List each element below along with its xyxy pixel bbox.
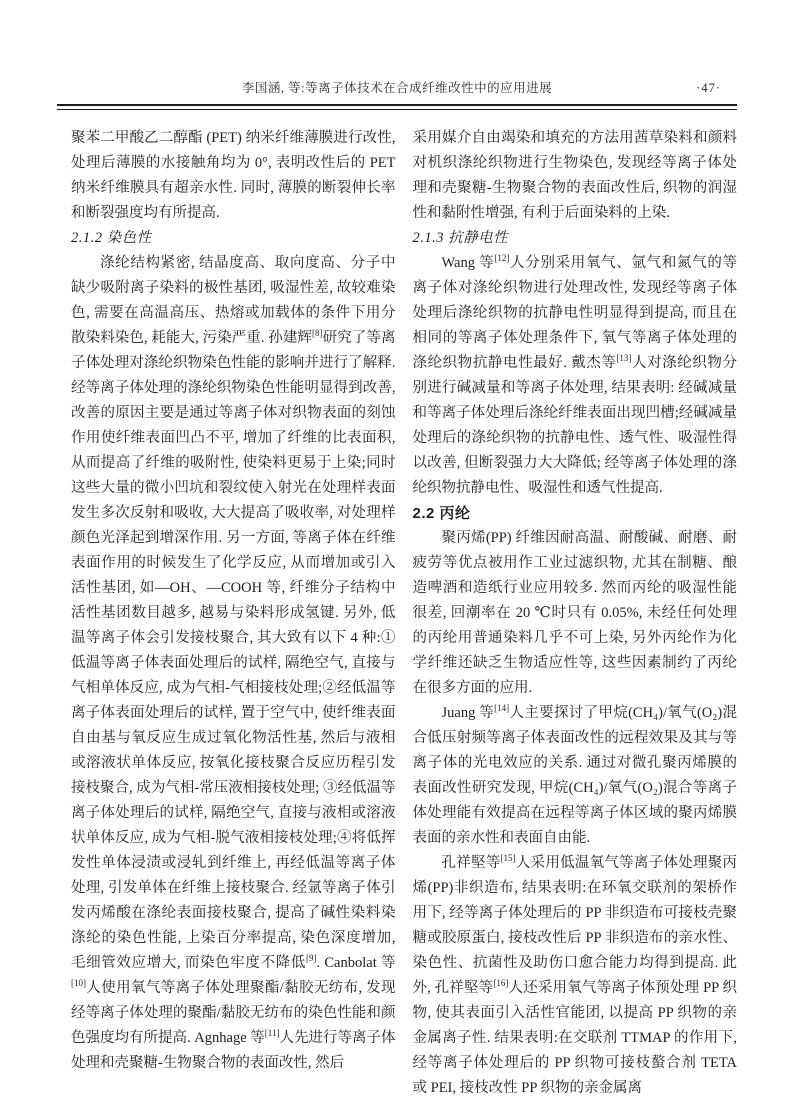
text-run: . Canbolat 等 [316,955,396,971]
paragraph [413,701,738,851]
citation-ref: [13] [616,353,632,364]
citation-ref: [12] [494,253,510,264]
paragraph [71,126,396,226]
paragraph [413,126,738,226]
right-column [413,126,738,1096]
left-column [71,126,396,1096]
text-run: 人还采用氧气等离子体预处理 PP 织物, 使其表面引入活性官能团, 以提高 PP 织物的亲金属离子性. 结果表明:在交联剂 TTMAP 的作用下, 经等离子体处理后的 PP 织物可接枝螯合剂 TETA 或 PEI, 接枝改性 PP 织物的亲金属离 [412,980,738,1096]
text-run: 聚苯二甲酸乙二醇酯 (PET) 纳米纤维薄膜进行改性, 处理后薄膜的水接触角均为 0°, 表明改性后的 PET 纳米纤维膜具有超亲水性. 同时, 薄膜的断裂伸长率和断裂强度均有所提高. [71,130,396,221]
paragraph [413,526,738,701]
heading-sub [71,226,396,251]
text-run: 人主要探讨了甲烷(CH₄)/氧气(O₂)混合低压射频等离子体表面改性的远程效果及其与等离子体的光电效应的关系. 通过对微孔聚丙烯膜的表面改性研究发现, 甲烷(CH₄)/氧气(O₂)混合等离子体处理能有效提高在远程等离子体区域的聚丙烯膜表面的亲水性和表面自由能. [412,705,737,846]
text-run: 人采用低温氧气等离子体处理聚丙烯(PP)非织造布, 结果表明:在环氧交联剂的架桥作用下, 经等离子体处理后的 PP 非织造布可接枝壳聚糖或胶原蛋白, 接枝改性后 PP 非织造布的亲水性、染色性、抗菌性及助伤口愈合能力均得到提高. 此外, 孔祥堅等 [412,855,738,996]
citation-ref: [16] [493,978,509,989]
text-run: 人分别采用氧气、氩气和氮气的等离子体对涤纶织物进行处理改性, 发现经等离子体处理后涤纶织物的抗静电性明显得到提高, 而且在相同的等离子体处理条件下, 氧气等离子体处理的涤纶织物抗静电性最好. 戴杰等 [412,255,738,371]
citation-ref: [9] [306,953,317,964]
citation-ref: [10] [71,978,86,989]
heading-main [413,501,738,526]
text-run: 采用媒介自由竭染和填充的方法用茜草染料和颜料对机织涤纶织物进行生物染色, 发现经等离子体处理和壳聚糖-生物聚合物的表面改性后, 织物的润湿性和黏附性增强, 有利于后面染料的上染. [412,130,737,221]
citation-ref: [11] [264,1028,280,1039]
text-run: 2.1.3 抗静电性 [412,230,509,246]
page-header [57,78,737,98]
heading-sub [413,226,738,251]
text-run: 2.1.2 染色性 [71,230,152,246]
text-run: 2.2 丙纶 [412,505,471,522]
citation-ref: [14] [494,703,510,714]
text-run: 聚丙烯(PP) 纤维因耐高温、耐酸碱、耐磨、耐疲劳等优点被用作工业过滤织物, 尤其在制糖、酿造啤酒和造纸行业应用较多. 然而丙纶的吸湿性能很差, 回潮率在 20 ℃时只有 0.05%, 未经任何处理的丙纶用普通染料几乎不可上染, 另外丙纶作为化学纤维还缺乏生物适应性等, 这些因素制约了丙纶在很多方面的应用. [412,530,737,696]
running-title: 李国涵, 等:等离子体技术在合成纤维改性中的应用进展 [241,81,553,95]
paragraph [71,251,396,1076]
text-run: 人对涤纶织物分别进行碱减量和等离子体处理, 结果表明: 经碱减量和等离子体处理后涤纶纤维表面出现凹槽;经碱减量处理后的涤纶织物的抗静电性、透气性、吸湿性得以改善, 但断裂强力大大降低; 经等离子体处理的涤纶织物抗静电性、吸湿性和透气性提高. [412,355,738,496]
citation-ref: [15] [500,853,516,864]
text-run: 人先进行等离子体处理和壳聚糖-生物聚合物的表面改性, 然后 [71,1030,396,1071]
page-number: ·47· [696,81,721,95]
citation-ref: [8] [312,328,323,339]
text-run: Juang 等 [441,705,495,721]
body-columns [57,126,737,1096]
paragraph [413,851,738,1096]
text-run: 涤纶结构紧密, 结晶度高、取向度高、分子中缺少吸附离子染料的极性基团, 吸湿性差, 故较难染色, 需要在高温高压、热熔或加载体的条件下用分散染料染色, 耗能大, 污染严重. 孙建辉 [71,255,396,346]
text-run: 人使用氧气等离子体处理聚酯/黏胶无纺布, 发现经等离子体处理的聚酯/黏胶无纺布的染色性能和颜色强度均有所提高. Agnhage 等 [71,980,396,1046]
text-run: 孔祥堅等 [441,855,501,871]
page-content [57,78,737,1096]
paragraph [413,251,738,501]
text-run: 研究了等离子体处理对涤纶织物染色性能的影响并进行了解释. 经等离子体处理的涤纶织物染色性能明显得到改善, 改善的原因主要是通过等离子体对织物表面的刻蚀作用使纤维表面凹凸不平, 增加了纤维的比表面积, 从而提高了纤维的吸附性, 使染料更易于上染;同时这些大量的微小凹坑和裂纹使入射光在处理样表面发生多次反射和吸收, 大大提高了吸收率, 对处理样颜色光泽起到增深作用. 另一方面, 等离子体在纤维表面作用的时候发生了化学反应, 从而增加或引入活性基团, 如—OH、—COOH 等, 纤维分子结构中活性基团数目越多, 越易与染料形成氢键. 另外, 低温等离子体会引发接枝聚合, 其大致有以下 4 种:①低温等离子体表面处理后的试样, 隔绝空气, 直接与气相单体反应, 成为气相-气相接枝处理;②经低温等离子体表面处理后的试样, 置于空气中, 使纤维表面自由基与氧反应生成过氧化物活性基, 然后与液相或溶液状单体反应, 按氧化接枝聚合反应历程引发接枝聚合, 成为气相-常压液相接枝处理; ③经低温等离子体处理后的试样, 隔绝空气, 直接与液相或溶液状单体反应, 成为气相-脱气液相接枝处理;④将低挥发性单体浸渍或浸轧到纤维上, 再经低温等离子体处理, 引发单体在纤维上接枝聚合. 经氩等离子体引发丙烯酸在涤纶表面接枝聚合, 提高了碱性染料染涤纶的染色性能, 上染百分率提高, 染色深度增加, 毛细管效应增大, 而染色牢度不降低 [71,330,396,971]
text-run: Wang 等 [441,255,495,271]
header-double-rule [57,104,737,110]
